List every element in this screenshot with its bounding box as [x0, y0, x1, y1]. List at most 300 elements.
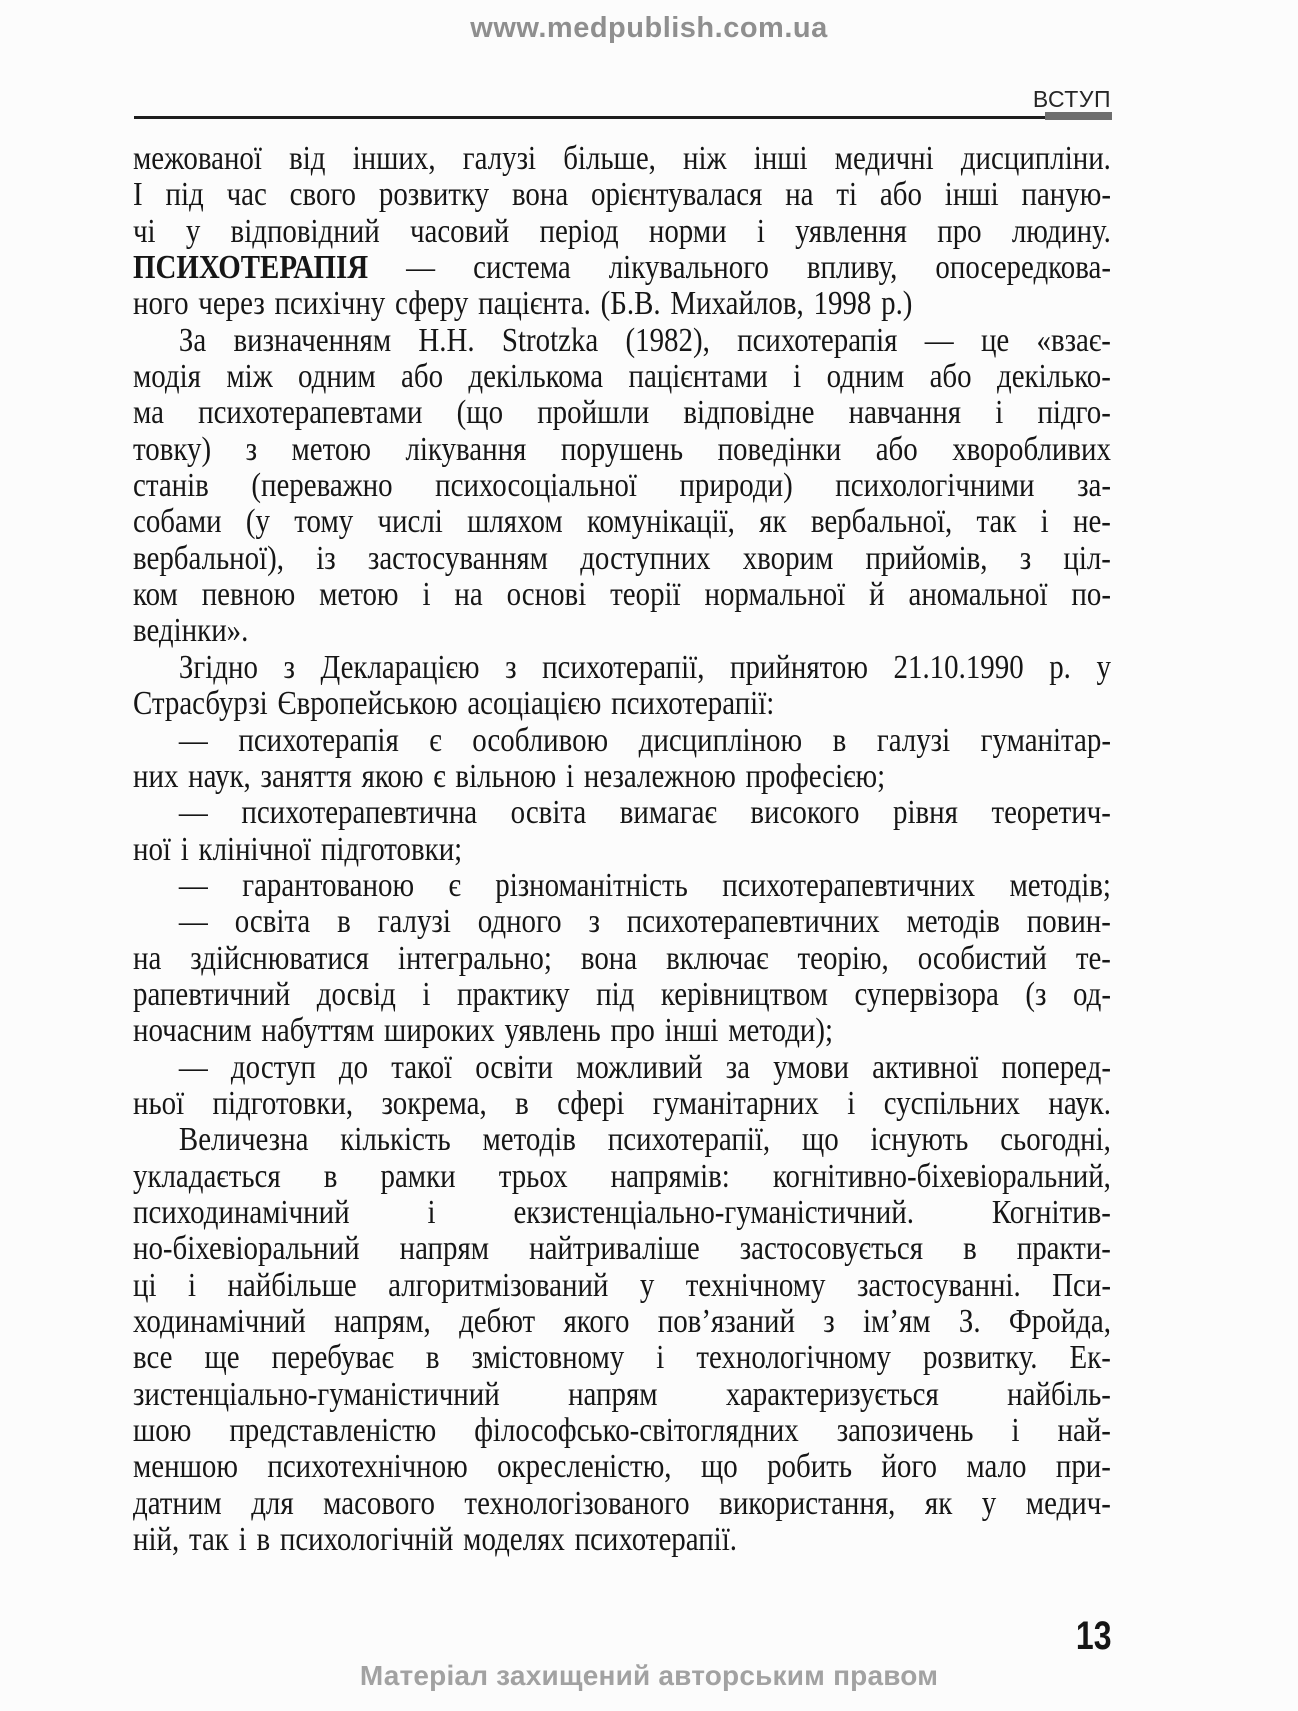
word: що: [801, 1121, 839, 1159]
word: межованої: [133, 140, 262, 177]
word: медичні: [834, 140, 934, 177]
word: одним: [826, 358, 905, 396]
word: ПСИХОТЕРАПІЯ: [133, 249, 369, 287]
word: товку): [133, 430, 212, 468]
word: досвід: [316, 975, 396, 1013]
word: і: [756, 212, 765, 250]
text-line: Страсбурзі Європейською асоціацією психотерапії:: [133, 685, 775, 723]
text-line: [133, 1159, 1111, 1195]
word: освіта: [234, 903, 311, 941]
word: підготовки,: [212, 1084, 354, 1122]
word: одним: [298, 358, 376, 396]
word: —: [406, 249, 436, 287]
word: у: [639, 1266, 655, 1304]
word: напрям: [568, 1375, 658, 1413]
word: найбіль-: [1007, 1375, 1111, 1413]
word: ма: [133, 394, 164, 432]
header-rule-accent: [1045, 112, 1112, 120]
text-line: [133, 1486, 1111, 1522]
word: галузі: [876, 721, 951, 759]
word: і: [847, 1084, 856, 1122]
text-line: ного через психічну сферу пацієнта. (Б.В. Михайлов, 1998 р.): [133, 285, 913, 323]
word: і: [422, 576, 431, 614]
text-line: [133, 1231, 1111, 1267]
word: алгоритмізований: [388, 1266, 609, 1304]
word: (з: [1025, 975, 1047, 1013]
word: впливу,: [806, 249, 898, 287]
word: під: [165, 176, 204, 214]
word: змістовному: [471, 1339, 625, 1377]
word: те-: [1075, 939, 1111, 977]
word: робить: [767, 1448, 853, 1486]
text-line: [133, 1086, 1111, 1122]
word: здійснюватися: [190, 939, 369, 977]
word: —: [178, 794, 208, 832]
word: ті: [836, 176, 858, 214]
word: доступних: [580, 539, 711, 577]
text-line: [133, 904, 1111, 940]
word: з: [505, 648, 517, 686]
word: на: [454, 576, 483, 614]
word: психосоціальної: [435, 467, 637, 505]
word: або: [879, 176, 922, 214]
word: ком: [133, 576, 178, 614]
word: і: [187, 1266, 197, 1304]
word: основі: [506, 576, 587, 614]
word: психотерапії,: [542, 648, 705, 686]
word: або: [401, 358, 444, 396]
word: трьох: [498, 1157, 568, 1195]
word: освіта: [510, 794, 587, 832]
word: при-: [1055, 1448, 1111, 1486]
word: доступ: [230, 1048, 316, 1086]
word: в: [337, 903, 351, 941]
word: тому: [294, 503, 354, 541]
word: представленістю: [229, 1412, 437, 1450]
text-line: [133, 1413, 1111, 1449]
text-line: [133, 795, 1111, 831]
word: з: [245, 430, 258, 468]
word: такої: [391, 1048, 453, 1086]
word: високого: [750, 794, 860, 832]
word: до: [338, 1048, 369, 1086]
word: психотерапія: [238, 721, 399, 759]
word: найтриваліше: [529, 1230, 700, 1268]
word: поведінки: [717, 430, 842, 468]
word: й: [869, 576, 885, 614]
text-line: ведінки».: [133, 612, 249, 650]
word: так: [976, 503, 1017, 541]
word: дисципліни.: [960, 140, 1111, 177]
word: аномальної: [908, 576, 1048, 614]
word: напрям,: [334, 1303, 431, 1340]
word: теоретич-: [991, 794, 1111, 832]
word: собами: [133, 503, 222, 541]
word: галузі: [462, 140, 537, 177]
word: супервізора: [854, 975, 999, 1013]
word: датним: [133, 1484, 222, 1522]
word: числі: [377, 503, 443, 541]
word: (1982),: [625, 321, 710, 359]
word: за-: [1077, 467, 1111, 505]
word: у: [981, 1484, 997, 1522]
text-line: [133, 1195, 1111, 1231]
word: лікувального: [608, 249, 769, 287]
text-line: [133, 723, 1111, 759]
word: ім’ям: [863, 1303, 931, 1340]
word: як: [759, 503, 787, 541]
word: ходинамічний: [133, 1303, 306, 1340]
word: —: [178, 866, 208, 904]
word: (переважно: [251, 467, 393, 505]
word: Когнітив-: [991, 1193, 1111, 1231]
word: поперед-: [1001, 1048, 1111, 1086]
word: теорії: [610, 576, 681, 614]
word: когнітивно-біхевіоральний,: [772, 1157, 1111, 1195]
text-line: ної і клінічної підготовки;: [133, 830, 463, 868]
text-line: [133, 359, 1111, 395]
text-line: [133, 1377, 1111, 1413]
word: хворобливих: [952, 430, 1111, 468]
word: запозичень: [836, 1412, 974, 1450]
word: норми: [648, 212, 727, 250]
word: психологічними: [835, 467, 1035, 505]
word: Величезна: [178, 1121, 309, 1159]
word: модія: [133, 358, 201, 396]
word: або: [929, 358, 972, 396]
word: масового: [323, 1484, 435, 1522]
word: прийомів,: [865, 539, 988, 577]
word: людину.: [1011, 212, 1111, 250]
word: якого: [563, 1303, 630, 1340]
word: є: [429, 721, 442, 759]
word: вимагає: [619, 794, 717, 832]
word: За: [178, 321, 207, 359]
text-line: [133, 432, 1111, 468]
word: декількома: [468, 358, 604, 396]
word: природи): [679, 467, 793, 505]
word: психотерапевтичних: [626, 903, 880, 941]
word: або: [875, 430, 918, 468]
word: напрям: [399, 1230, 490, 1268]
word: вербальної,: [810, 503, 953, 541]
word: система: [473, 249, 571, 287]
word: шою: [133, 1412, 192, 1450]
word: свого: [289, 176, 357, 214]
word: прийнятою: [730, 648, 868, 686]
word: декілько-: [996, 358, 1111, 396]
text-line: [133, 977, 1111, 1013]
text-line: [133, 1050, 1111, 1086]
word: умови: [773, 1048, 850, 1086]
page-number: 13: [1075, 1614, 1111, 1658]
word: Згідно: [178, 648, 258, 686]
word: певною: [201, 576, 296, 614]
body-text: [133, 141, 1111, 1558]
word: Strotzka: [501, 321, 599, 359]
word: в: [963, 1230, 977, 1268]
word: —: [178, 903, 208, 941]
text-line: ній, так і в психологічній моделях психотерапії.: [133, 1521, 737, 1559]
word: психотерапевтами: [198, 394, 423, 432]
word: повин-: [1026, 903, 1111, 941]
word: все: [133, 1339, 173, 1377]
text-line: [133, 868, 1111, 904]
word: но-біхевіоральний: [133, 1230, 360, 1268]
word: шляхом: [467, 503, 563, 541]
word: окресленістю,: [497, 1448, 672, 1486]
word: орієнтувалася: [591, 176, 763, 214]
word: це: [980, 321, 1010, 359]
word: психотерапевтична: [241, 794, 478, 832]
word: застосовується: [739, 1230, 924, 1268]
text-line: [133, 1268, 1111, 1304]
text-line: [133, 1340, 1111, 1376]
word: Ек-: [1069, 1339, 1111, 1377]
text-line: [133, 1449, 1111, 1485]
word: і: [1011, 1412, 1020, 1450]
word: психодинамічний: [133, 1193, 350, 1231]
word: найбільше: [227, 1266, 357, 1304]
word: є: [448, 866, 461, 904]
word: що: [700, 1448, 738, 1486]
text-line: [133, 141, 1111, 177]
word: в: [323, 1157, 338, 1195]
word: дисципліною: [638, 721, 803, 759]
word: наук.: [1048, 1084, 1111, 1122]
word: відповідне: [683, 394, 815, 432]
text-line: [133, 504, 1111, 540]
word: —: [924, 321, 954, 359]
word: з: [283, 648, 295, 686]
word: на: [133, 939, 162, 977]
word: для: [251, 1484, 294, 1522]
word: і: [422, 975, 431, 1013]
word: хворим: [742, 539, 834, 577]
word: практи-: [1016, 1230, 1111, 1268]
word: Декларацією: [320, 648, 480, 686]
word: активної: [872, 1048, 979, 1086]
word: станів: [133, 467, 209, 505]
word: ньої: [133, 1084, 185, 1122]
word: ціл-: [1063, 539, 1111, 577]
text-line: [133, 250, 1111, 286]
text-line: [133, 395, 1111, 431]
word: методів: [482, 1121, 576, 1159]
text-line: [133, 468, 1111, 504]
word: використання,: [719, 1484, 896, 1522]
word: —: [178, 721, 208, 759]
word: в: [832, 721, 847, 759]
word: нормальної: [704, 576, 846, 614]
word: між: [226, 358, 273, 396]
word: і: [995, 394, 1004, 432]
word: розвитку.: [922, 1339, 1038, 1377]
word: кількість: [340, 1121, 451, 1159]
text-line: [133, 577, 1111, 613]
word: гуманітарних: [652, 1084, 819, 1122]
word: освіти: [475, 1048, 554, 1086]
word: за: [725, 1048, 750, 1086]
word: вербальної),: [133, 539, 285, 577]
word: Н.Н.: [418, 321, 475, 359]
word: психотерапії,: [607, 1121, 771, 1159]
word: комунікації,: [586, 503, 735, 541]
word: мало: [966, 1448, 1027, 1486]
word: визначенням: [233, 321, 392, 359]
word: ніж: [683, 140, 727, 177]
word: не-: [1072, 503, 1111, 541]
word: особистий: [917, 939, 1047, 977]
word: галузі: [377, 903, 451, 941]
word: під: [596, 975, 635, 1013]
word: ці: [133, 1266, 157, 1304]
word: навчання: [848, 394, 962, 432]
word: р.: [1049, 648, 1071, 686]
word: по-: [1071, 576, 1111, 614]
word: із: [316, 539, 336, 577]
text-line: [133, 1304, 1111, 1340]
word: відповідний: [230, 212, 380, 250]
word: 21.10.1990: [893, 648, 1024, 686]
word: рамки: [380, 1157, 456, 1195]
word: про: [937, 212, 982, 250]
word: сфері: [557, 1084, 625, 1122]
word: технологізованого: [464, 1484, 690, 1522]
word: інші: [944, 176, 999, 214]
word: метою: [319, 576, 399, 614]
word: дебют: [459, 1303, 536, 1340]
word: паную-: [1021, 176, 1111, 214]
word: теорію,: [797, 939, 889, 977]
publisher-url-text: www.medpublish.com.ua: [470, 12, 828, 44]
word: період: [539, 212, 619, 250]
word: вона: [580, 939, 638, 977]
word: чі: [133, 212, 156, 250]
word: медич-: [1025, 1484, 1111, 1522]
word: гуманітар-: [980, 721, 1111, 759]
word: і: [1040, 503, 1049, 541]
word: і: [793, 358, 802, 396]
word: психотехнічною: [267, 1448, 468, 1486]
word: як: [924, 1484, 953, 1522]
word: у: [185, 212, 201, 250]
word: методів: [906, 903, 1000, 941]
word: Фройда,: [1008, 1303, 1111, 1340]
word: інші: [753, 140, 808, 177]
word: з: [1019, 539, 1032, 577]
word: (у: [245, 503, 270, 541]
word: напрямів:: [610, 1157, 730, 1195]
text-line: [133, 214, 1111, 250]
word: гарантованою: [242, 866, 415, 904]
word: «взає-: [1036, 321, 1111, 359]
word: пов’язаний: [657, 1303, 795, 1340]
word: методів;: [1009, 866, 1111, 904]
word: характеризується: [725, 1375, 939, 1413]
word: метою: [291, 430, 371, 468]
word: різноманітність: [495, 866, 688, 904]
word: —: [178, 1048, 208, 1086]
word: од-: [1072, 975, 1111, 1013]
word: зистенціально-гуманістичний: [133, 1375, 500, 1413]
word: підго-: [1037, 394, 1111, 432]
word: рівня: [892, 794, 958, 832]
word: уявлення: [795, 212, 907, 250]
text-line: [133, 1122, 1111, 1158]
text-line: [133, 541, 1111, 577]
word: психотерапія: [737, 321, 898, 359]
word: філософсько-світоглядних: [474, 1412, 799, 1450]
word: укладається: [133, 1157, 281, 1195]
text-line: них наук, заняття якою є вільною і незалежною професією;: [133, 757, 886, 795]
word: розвитку: [378, 176, 490, 214]
header-rule: [134, 116, 1112, 119]
word: най-: [1057, 1412, 1111, 1450]
word: з: [588, 903, 600, 941]
word: З.: [958, 1303, 981, 1340]
word: сьогодні,: [1000, 1121, 1111, 1159]
word: І: [133, 176, 143, 214]
word: час: [226, 176, 267, 214]
word: суспільних: [883, 1084, 1020, 1122]
word: включає: [666, 939, 769, 977]
word: ще: [204, 1339, 240, 1377]
word: (що: [456, 394, 504, 432]
word: і: [656, 1339, 665, 1377]
word: практику: [456, 975, 570, 1013]
text-line: ночасним набуттям широких уявлень про інші методи);: [133, 1012, 834, 1050]
copyright-notice: Матеріал захищений авторським правом: [359, 1660, 939, 1691]
word: від: [289, 140, 326, 177]
word: на: [785, 176, 814, 214]
word: його: [881, 1448, 937, 1486]
word: рапевтичний: [133, 975, 291, 1013]
word: можливий: [576, 1048, 703, 1086]
word: опосередкова-: [935, 249, 1111, 287]
word: пройшли: [537, 394, 650, 432]
word: і: [427, 1193, 436, 1231]
word: більше,: [563, 140, 656, 177]
word: у: [1096, 648, 1111, 686]
word: пацієнтами: [628, 358, 768, 396]
word: лікування: [405, 430, 527, 468]
word: психотерапевтичних: [722, 866, 976, 904]
section-header-label: ВСТУП: [1032, 86, 1111, 112]
text-line: [133, 941, 1111, 977]
word: застосуванні.: [856, 1266, 1021, 1304]
word: технічному: [685, 1266, 826, 1304]
word: одного: [477, 903, 562, 941]
text-line: [133, 650, 1111, 686]
word: існують: [870, 1121, 969, 1159]
word: Пси-: [1052, 1266, 1111, 1304]
word: інших,: [352, 140, 436, 177]
word: застосуванням: [367, 539, 548, 577]
word: особливою: [472, 721, 609, 759]
word: керівництвом: [660, 975, 828, 1013]
word: інтегрально;: [397, 939, 552, 977]
word: порушень: [560, 430, 684, 468]
word: з: [823, 1303, 835, 1340]
word: екзистенціально-гуманістичний.: [513, 1193, 914, 1231]
word: технологічному: [696, 1339, 891, 1377]
text-line: [133, 177, 1111, 213]
word: зокрема,: [381, 1084, 487, 1122]
word: часовий: [409, 212, 510, 250]
word: перебуває: [271, 1339, 394, 1377]
word: меншою: [133, 1448, 238, 1486]
